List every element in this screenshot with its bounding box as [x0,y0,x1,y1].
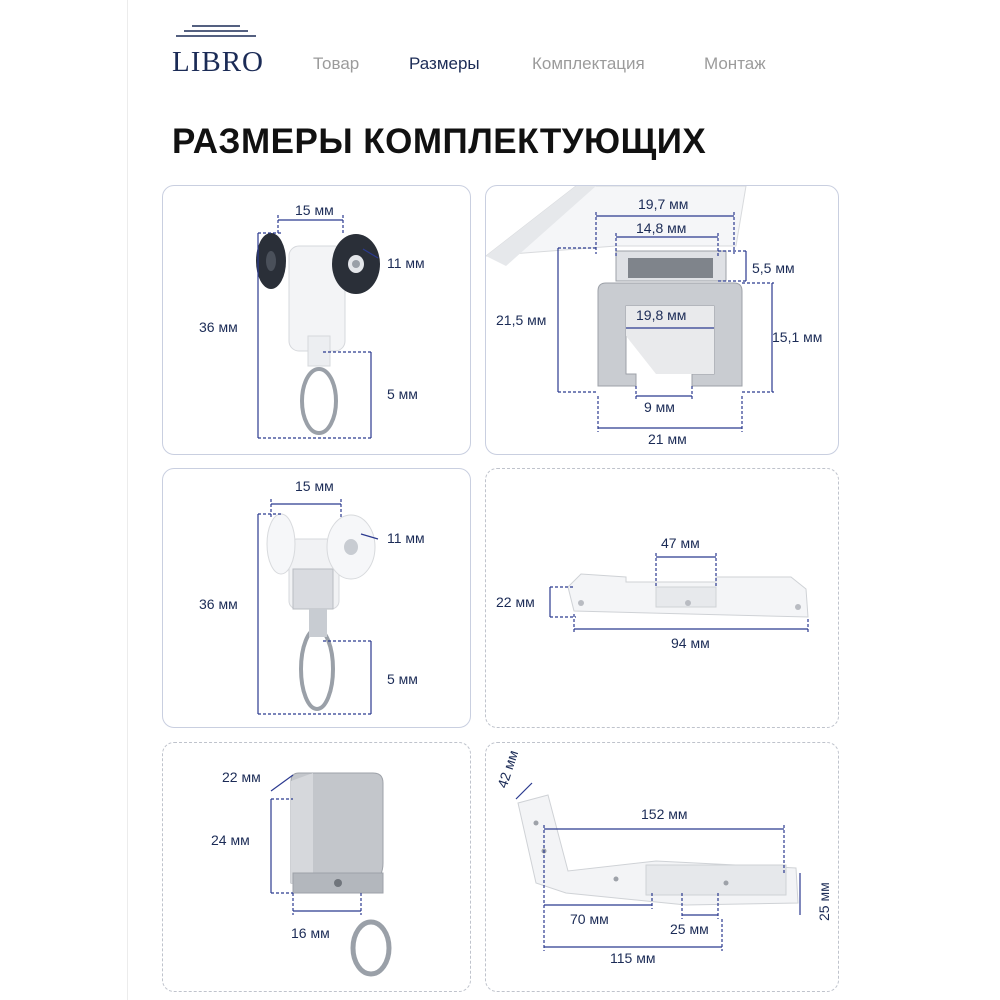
dim-profile-top-inner: 14,8 мм [636,220,687,236]
dim-end-stop-top: 22 мм [222,769,261,785]
dim-clip-height: 22 мм [496,594,535,610]
dim-profile-height: 21,5 мм [496,312,547,328]
dim-profile-bottom: 21 мм [648,431,687,447]
logo-lines-icon [170,22,262,44]
dim-bracket-end: 25 мм [816,882,832,921]
wall-bracket-drawing [486,743,839,992]
card-wall-bracket [485,742,839,992]
nav-item-razmery[interactable]: Размеры [409,54,480,73]
dim-bracket-slot: 25 мм [670,921,709,937]
top-nav [0,54,1000,80]
ceiling-clip-drawing [486,469,839,728]
card-runner-light [162,468,471,728]
dim-profile-slot: 9 мм [644,399,675,415]
dim-runner-dark-hook: 5 мм [387,386,418,402]
dim-runner-dark-wheel: 11 мм [387,255,425,271]
card-runner-dark [162,185,471,455]
dim-runner-light-height: 36 мм [199,596,238,612]
dim-runner-light-wheel: 11 мм [387,530,425,546]
logo-text: LIBRO [172,46,264,78]
dim-bracket-total: 152 мм [641,806,688,822]
dim-clip-top: 47 мм [661,535,700,551]
page-edge-rule [127,0,128,1000]
nav-item-komplektaciya[interactable]: Комплектация [532,54,645,73]
nav-item-montazh[interactable]: Монтаж [704,54,766,73]
dim-clip-length: 94 мм [671,635,710,651]
dim-profile-top-outer: 19,7 мм [638,196,689,212]
dim-profile-lip: 5,5 мм [752,260,795,276]
card-rail-profile [485,185,839,455]
dim-profile-inner: 19,8 мм [636,307,687,323]
page-title: РАЗМЕРЫ КОМПЛЕКТУЮЩИХ [172,122,707,161]
dim-runner-dark-width: 15 мм [295,202,334,218]
card-ceiling-clip [485,468,839,728]
dim-runner-dark-height: 36 мм [199,319,238,335]
card-end-stop [162,742,471,992]
dim-bracket-first: 70 мм [570,911,609,927]
dim-bracket-head: 42 мм [494,748,522,790]
dim-bracket-overall: 115 мм [610,950,656,966]
end-stop-drawing [163,743,471,992]
dim-runner-light-width: 15 мм [295,478,334,494]
dim-end-stop-bottom: 16 мм [291,925,330,941]
dim-profile-right-height: 15,1 мм [772,329,823,345]
dim-end-stop-height: 24 мм [211,832,250,848]
dim-runner-light-hook: 5 мм [387,671,418,687]
nav-item-tovar[interactable]: Товар [313,54,360,73]
